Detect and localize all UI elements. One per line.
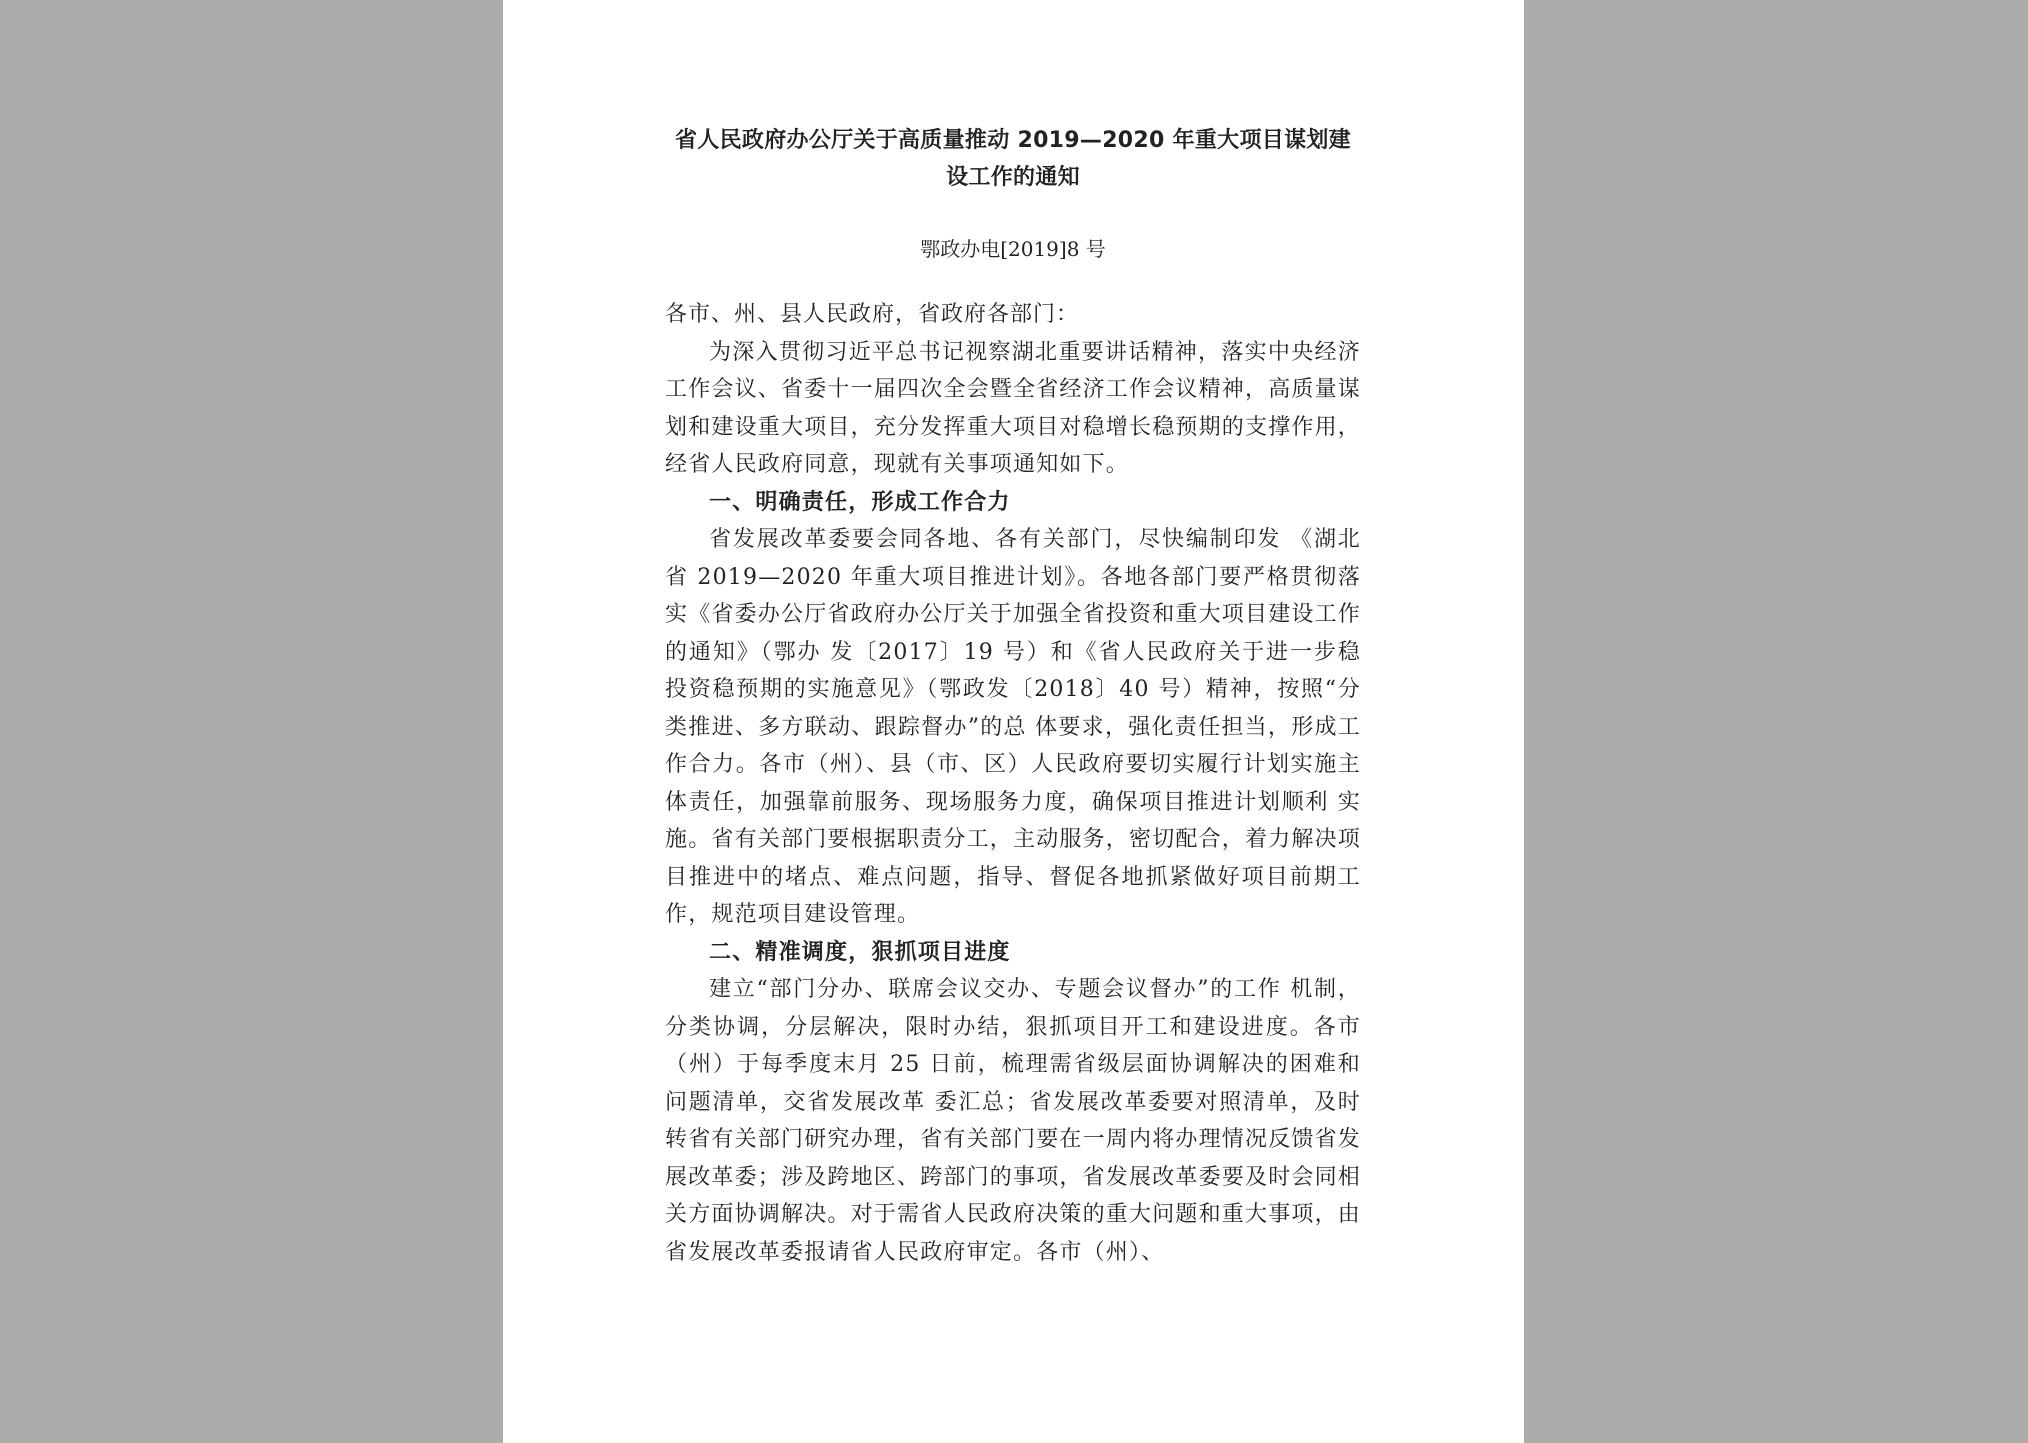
document-content [665,122,1361,1271]
title-line-1: 省人民政府办公厅关于高质量推动 2019—2020 年重大项目谋划建 [675,128,1351,153]
section-2-heading: 二、精准调度，狠抓项目进度 [709,939,1011,965]
section-2-body: 建立“部门分办、联席会议交办、专题会议督办”的工作 机制，分类协调，分层解决，限时办结，狠抓项目开工和建设进度。各市（州）于每季度末月 25 日前，梳理需省级层面协调解决的困难和问题清单，交省发展改革 委汇总；省发展改革委要对照清单，及时转省有关部门研究办理，省有关部门要在一周内将办理情况反馈省发展改革委；涉及跨地区、跨部门的事项，省发展改革委要及时会同相关方面协调解决。对于需省人民政府决策的重大问题和重大事项，由省发展改革委报请省人民政府审定。各市（州）、 [665,977,1362,1265]
intro-paragraph: 为深入贯彻习近平总书记视察湖北重要讲话精神，落实中央经济工作会议、省委十一届四次全会暨全省经济工作会议精神，高质量谋划和建设重大项目，充分发挥重大项目对稳增长稳预期的支撑作用，经省人民政府同意，现就有关事项通知如下。 [665,339,1362,477]
section-1-body: 省发展改革委要会同各地、各有关部门，尽快编制印发 《湖北省 2019—2020 年重大项目推进计划》。各地各部门要严格贯彻落实《省委办公厅省政府办公厅关于加强全省投资和重大项目建设工作的通知》（鄂办 发〔2017〕19 号）和《省人民政府关于进一步稳投资稳预期的实施意见》（鄂政发〔2018〕40 号）精神，按照“分类推进、多方联动、跟踪督办”的总 体要求，强化责任担当，形成工作合力。各市（州）、县（市、区）人民政府要切实履行计划实施主体责任，加强靠前服务、现场服务力度，确保项目推进计划顺利 实施。省有关部门要根据职责分工，主动服务，密切配合，着力解决项目推进中的堵点、难点问题，指导、督促各地抓紧做好项目前期工作，规范项目建设管理。 [665,527,1362,927]
document-number: 鄂政办电[2019]8 号 [920,237,1106,261]
section-1-heading: 一、明确责任，形成工作合力 [709,489,1011,515]
salutation: 各市、州、县人民政府，省政府各部门： [665,302,1080,327]
title-line-2: 设工作的通知 [946,165,1080,190]
document-page [503,0,1524,1443]
document-title [665,122,1361,196]
